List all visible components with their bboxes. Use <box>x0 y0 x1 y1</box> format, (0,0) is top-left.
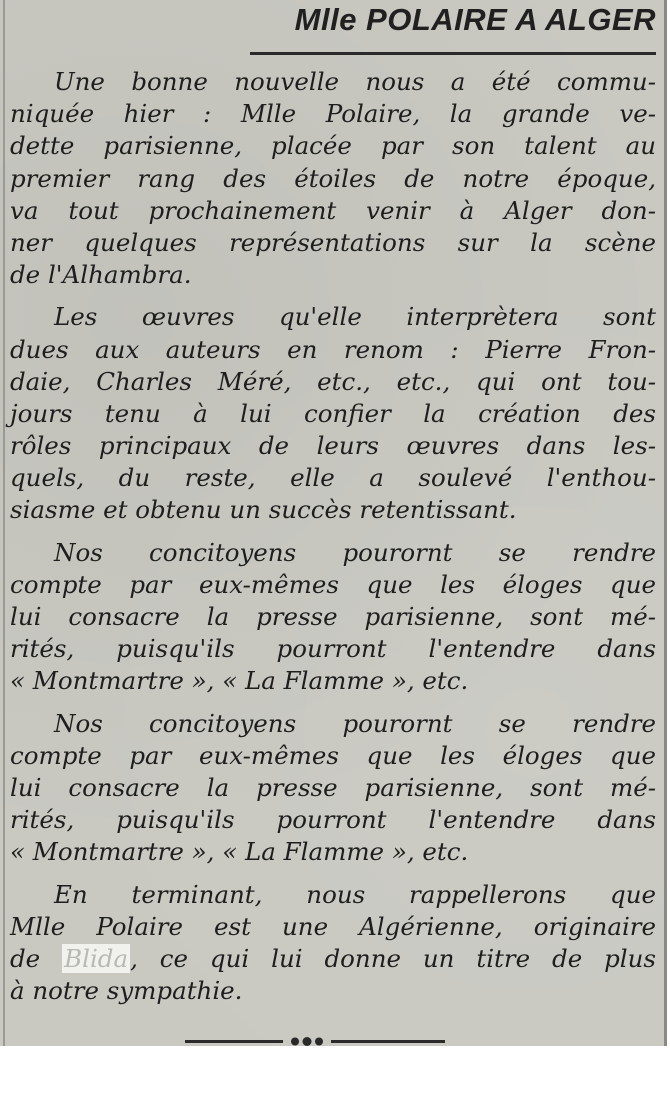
text-line: Nos concitoyens pourornt se rendre <box>54 708 656 738</box>
text-fragment: de <box>10 943 63 973</box>
paragraph-3 <box>10 537 656 698</box>
text-line: « Montmartre », « La Flamme », etc. <box>10 666 469 696</box>
text-line: lui consacre la presse parisienne, sont mé- <box>10 602 656 631</box>
text-line: ner quelques représentations sur la scène <box>10 227 656 257</box>
text-line: jours tenu à lui confier la création des <box>10 398 656 428</box>
text-line: compte par eux-mêmes que les éloges que <box>10 569 656 599</box>
text-line: va tout prochainement venir à Alger don- <box>10 195 656 225</box>
paragraph-2 <box>10 301 656 526</box>
clipping-edge <box>3 0 5 1046</box>
text-line: premier rang des étoiles de notre époque, <box>10 163 656 193</box>
paragraph-5 <box>10 879 656 1008</box>
text-line: dues aux auteurs en renom : Pierre Fron- <box>10 334 656 364</box>
text-line: « Montmartre », « La Flamme », etc. <box>10 837 469 867</box>
text-line: de l'Alhambra. <box>10 260 192 290</box>
text-line: dette parisienne, placée par son talent au <box>10 131 656 161</box>
text-line: Nos concitoyens pourornt se rendre <box>54 537 656 567</box>
text-line: siasme et obtenu un succès retentissant. <box>10 495 517 525</box>
highlighted-place-name: Blida <box>64 943 129 973</box>
text-line-with-highlight <box>10 943 656 975</box>
text-line: niquée hier : Mlle Polaire, la grande ve- <box>10 99 656 129</box>
title-rule <box>250 52 656 55</box>
text-fragment: , ce qui lui donne un titre de plus <box>130 943 656 973</box>
text-line: daie, Charles Méré, etc., etc., qui ont tou- <box>10 366 656 396</box>
text-line: rités, puisqu'ils pourront l'entendre dans <box>10 634 656 664</box>
text-line: lui consacre la presse parisienne, sont mé- <box>10 772 656 802</box>
text-line: Mlle Polaire est une Algérienne, originaire <box>10 911 656 941</box>
text-line: à notre sympathie. <box>10 976 243 1006</box>
ornamental-rule <box>185 1037 445 1046</box>
text-line: rôles principaux de leurs œuvres dans les- <box>10 431 656 461</box>
article-body <box>10 66 656 1017</box>
text-line: quels, du reste, elle a soulevé l'enthou- <box>10 463 656 493</box>
paragraph-1 <box>10 66 656 291</box>
article-title: Mlle POLAIRE A ALGER <box>294 2 656 37</box>
text-line: En terminant, nous rappellerons que <box>54 879 656 909</box>
text-line: Une bonne nouvelle nous a été commu- <box>54 67 656 96</box>
text-line: Les œuvres qu'elle interprètera sont <box>54 302 656 332</box>
paragraph-4 <box>10 708 656 869</box>
text-line: rités, puisqu'ils pourront l'entendre dans <box>10 805 656 835</box>
text-line: compte par eux-mêmes que les éloges que <box>10 740 656 770</box>
